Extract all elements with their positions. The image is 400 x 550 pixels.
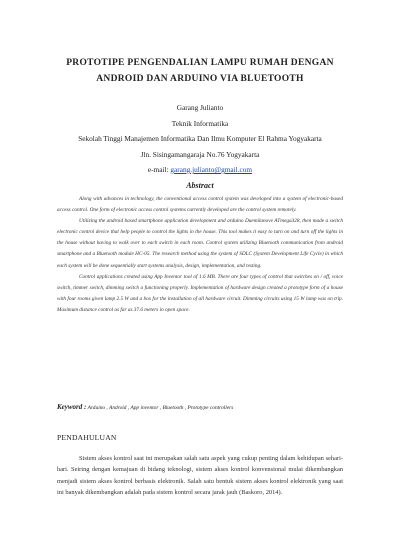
abstract-paragraph: Along with advances in technology, the conventional access control system was developed into a system of electronic-based access control. One form of electronic access control systems currently developed are the control system remotely. [57, 196, 343, 214]
author-department: Teknik Informatika [171, 118, 229, 128]
title-line-1: PROTOTIPE PENGENDALIAN LAMPU RUMAH DENGAN [66, 58, 334, 68]
keywords-line [57, 403, 343, 411]
keywords-label: Keyword : [57, 403, 87, 411]
keywords-text: Arduino , Android , App inventor , Bluetooth , Prototype controllers [86, 405, 234, 411]
title-line-2: ANDROID DAN ARDUINO VIA BLUETOOTH [96, 74, 304, 84]
author-address: Jln. Sisingamangaraja No.76 Yogyakarta [140, 149, 260, 159]
abstract-paragraph: Control applications created using App Inventor tool of 1.6 MB. There are four types of control that switches on / off, voice switch, timmer switch, dimming switch a functioning properly. Implementation of hardware design created a prototype form of a house with four rooms given lamp 2.5 W and a box for the installation of all hardware circuit. Dimming circuits using 15 W lamp was on trip. Maximum distance control as far as 37.6 meters in open space. [57, 273, 343, 313]
email-link[interactable]: garang.julianto@gmail.com [170, 165, 253, 174]
author-email-line [0, 162, 400, 178]
email-label: e-mail: [147, 165, 171, 174]
intro-paragraph: Sistem akses kontrol saat ini merupakan salah satu aspek yang cukup penting dalam kehidupan sehari-hari. Seiring dengan kemajuan di bidang teknologi, sistem akses kontrol konvensional mulai dikembangkan menjadi sistem akses kontrol berbasis elektronik. Salah satu bentuk sistem akses kontrol elektronik yang saat ini banyak dikembangkan adalah pada sistem kontrol secara jarak jauh (Baskoro, 2014). [57, 455, 343, 496]
author-institution: Sekolah Tinggi Manajemen Informatika Dan Ilmu Komputer El Rahma Yogyakarta [78, 134, 322, 143]
author-name: Garang Julianto [176, 103, 224, 112]
intro-body [57, 453, 343, 498]
author-block [0, 100, 400, 178]
abstract-heading: Abstract [186, 181, 214, 190]
section-heading: PENDAHULUAN [57, 433, 117, 442]
paper-title [0, 55, 400, 87]
abstract-body [57, 194, 343, 316]
abstract-paragraph: Utilizing the android based smartphone application development and arduino Duemilanove ATmega328, then made a switch electronic control device that help people to control the lights in the house. This tool makes it easy to turn on and turn off the lights in the house without having to walk over to each switch in each room. Control system utilizing Bluetooth communication from android smartphone and a Bluetooth module HC-05. The research method using the system of SDLC (System Development Life Cycle) in which each system will be done sequentially start systems analysis, design, implementation, and testing. [57, 218, 343, 269]
